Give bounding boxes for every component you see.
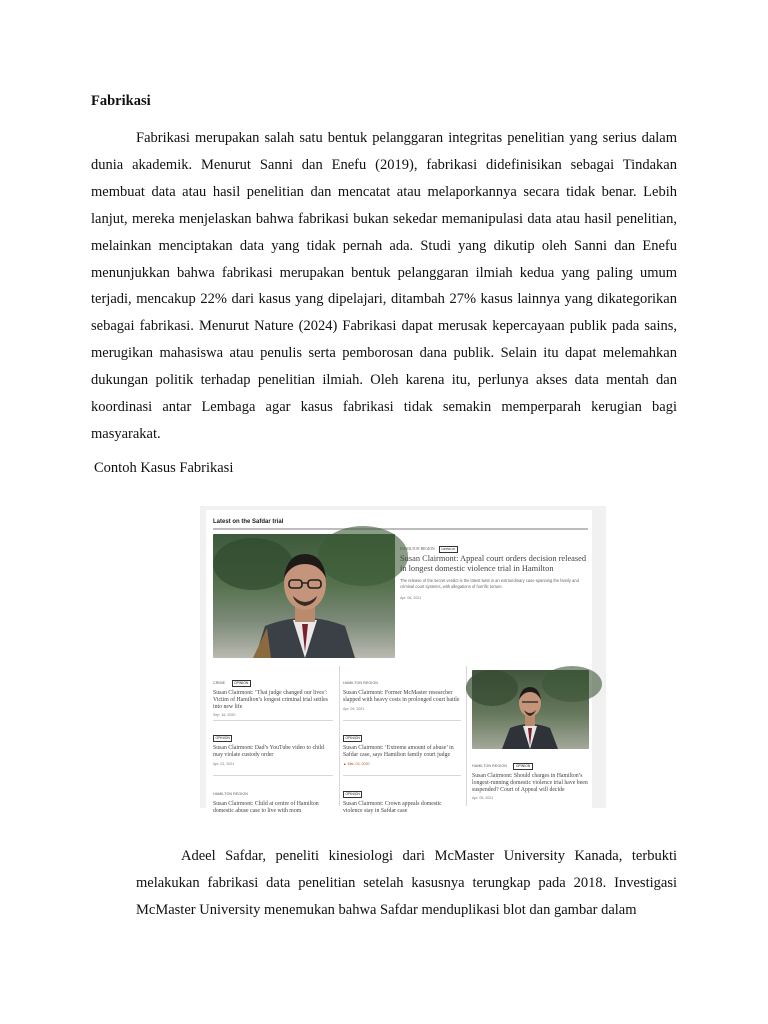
main-news-date: Apr. 06, 2021 — [400, 596, 422, 600]
news-card[interactable] — [213, 782, 331, 815]
main-news-photo — [213, 534, 395, 658]
news-card[interactable] — [213, 726, 331, 766]
news-card-tag: OPINION — [343, 735, 362, 742]
side-news-kicker: HAMILTON REGION — [472, 764, 507, 768]
side-news-tag: OPINION — [513, 763, 532, 770]
paragraph-case-safdar: Adeel Safdar, peneliti kinesiologi dari McMaster University Kanada, terbukti melakukan fabrikasi data penelitian setelah kasusnya terungkap pada 2018. Investigasi McMaster University menemukan bahwa Safdar menduplikasi blot dan gambar dalam — [136, 848, 677, 918]
grid-divider-row-2 — [213, 775, 333, 776]
warning-triangle-icon: ▲ — [343, 761, 347, 766]
news-card-title[interactable]: Susan Clairmont: Former McMaster researcher slapped with heavy costs in prolonged court battle — [343, 690, 460, 703]
news-card-title[interactable]: Susan Clairmont: Dad’s YouTube video to child may violate custody order — [213, 745, 325, 758]
news-card-title[interactable]: Susan Clairmont: ‘Extreme amount of abuse’ in Safdar case, says Hamilton family court judge — [343, 745, 454, 758]
news-card[interactable] — [343, 782, 461, 815]
news-card-tag: OPINION — [213, 735, 232, 742]
news-card-tag: OPINION — [232, 680, 251, 687]
main-news-title[interactable]: Susan Clairmont: Appeal court orders decision released in longest domestic violence trial in Hamilton — [400, 554, 587, 573]
side-news-story[interactable] — [472, 754, 590, 800]
news-card-date: Apr. 09, 2021 — [343, 706, 365, 711]
news-panel — [206, 510, 592, 814]
news-section-rule — [213, 528, 588, 530]
news-card[interactable] — [343, 726, 461, 766]
grid-divider-row-1 — [213, 720, 333, 721]
news-card[interactable] — [213, 671, 331, 717]
news-card-kicker: HAMILTON REGION — [213, 792, 248, 796]
side-news-title[interactable]: Susan Clairmont: Should charges in Hamilton’s longest-running domestic violence trial have been suspended? Court of Appeal will decide — [472, 773, 588, 793]
news-card-date-warning — [343, 762, 461, 766]
news-section-title: Latest on the Safdar trial — [213, 519, 284, 525]
side-news-photo — [472, 670, 589, 749]
news-card-kicker: HAMILTON REGION — [343, 681, 378, 685]
news-card-tag: OPINION — [343, 791, 362, 798]
news-card-date: Mar. 03, 2020 — [347, 761, 370, 766]
man-portrait-image — [472, 670, 589, 749]
news-card[interactable] — [343, 671, 461, 711]
man-portrait-image — [213, 534, 395, 658]
grid-divider-row-2b — [343, 775, 461, 776]
main-news-kicker: HAMILTON REGION — [400, 547, 435, 551]
paragraph-definition: Fabrikasi merupakan salah satu bentuk pelanggaran integritas penelitian yang serius dalam dunia akademik. Menurut Sanni dan Enefu (2019), fabrikasi didefinisikan sebagai Tindakan membuat data atau hasil penelitian dan mencatat atau melaporkannya secara tidak benar. Lebih lanjut, mereka menjelaskan bahwa fabrikasi bukan sekedar memanipulasi data atau hasil penelitian, melainkan menciptakan data yang tidak pernah ada. Studi yang dikutip oleh Sanni dan Enefu menunjukkan bahwa fabrikasi merupakan bentuk pelanggaran ilmiah kedua yang paling umum terjadi, mencakup 22% dari kasus yang dipelajari, ditambah 27% kasus lainnya yang dikategorikan sebagai fabrikasi. Menurut Nature (2024) Fabrikasi dapat merusak kepercayaan publik pada sains, merugikan mahasiswa atau penulis serta pemborosan dana publik. Selain itu dapat melemahkan dukungan politik terhadap penelitian ilmiah. Oleh karena itu, perlunya akses data mentah dan koordinasi antar Lembaga agar kasus fabrikasi tidak semakin memperparah kerugian bagi masyarakat. — [91, 130, 677, 442]
news-screenshot — [200, 506, 606, 814]
grid-divider-row-1b — [343, 720, 461, 721]
section-heading: Fabrikasi — [91, 93, 151, 109]
news-card-kicker: CRIME — [213, 681, 226, 685]
news-card-date: Sep. 16, 2020 — [213, 713, 236, 718]
news-card-title[interactable]: Susan Clairmont: Crown appeals domestic violence stay in Safdar case — [343, 801, 442, 814]
main-news-story[interactable] — [400, 543, 588, 603]
news-card-title[interactable]: Susan Clairmont: Child at centre of Hamilton domestic abuse case to live with mom — [213, 801, 319, 814]
news-card-date: Apr. 01, 2021 — [213, 761, 235, 766]
side-news-date: Apr. 05, 2021 — [472, 796, 494, 801]
grid-divider-vertical-1 — [339, 666, 340, 806]
main-news-tag: OPINION — [439, 546, 458, 553]
subheading-example: Contoh Kasus Fabrikasi — [94, 460, 234, 476]
main-news-dek: The release of the secret verdict is the latest twist in an extraordinary case spanning the family and criminal court systems, with allegations of horrific torture. — [400, 578, 579, 589]
news-card-title[interactable]: Susan Clairmont: ‘That judge changed our lives’: Victim of Hamilton’s longest criminal trial settles into new life — [213, 690, 328, 710]
